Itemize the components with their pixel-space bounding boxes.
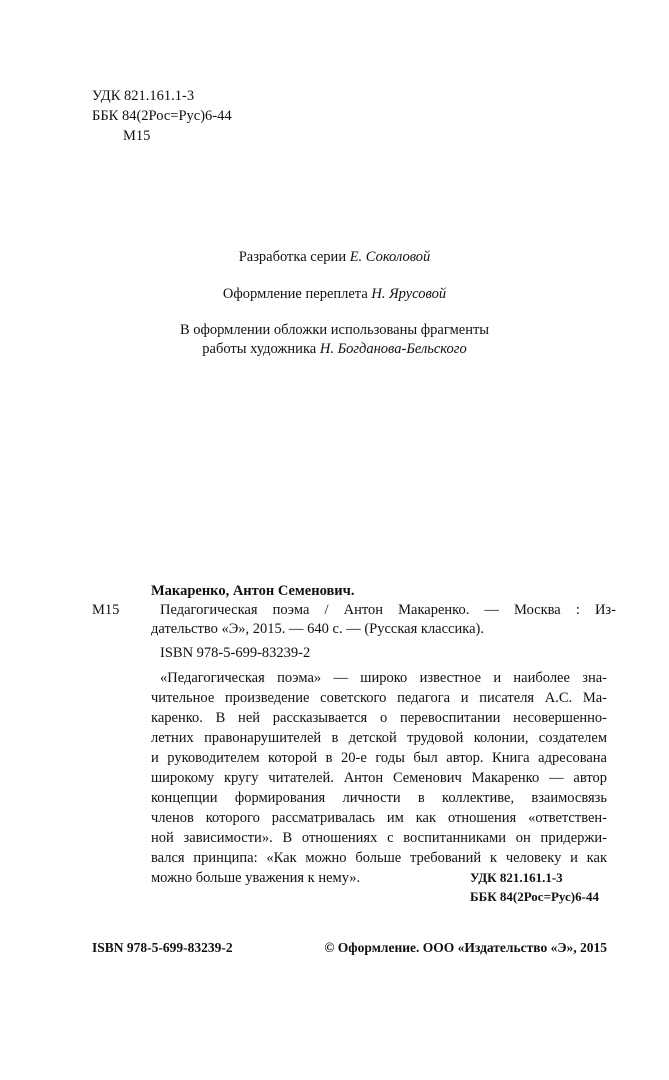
bbk-code-bottom: ББК 84(2Рос=Рус)6-44: [470, 889, 599, 904]
catalog-description-line-2: дательство «Э», 2015. — 640 с. — (Русская классика).: [151, 621, 484, 637]
catalog-isbn: ISBN 978-5-699-83239-2: [160, 645, 311, 661]
series-credit-name: Е. Соколовой: [349, 249, 431, 265]
abstract-line: «Педагогическая поэма» — широко известное и наиболее зна-: [160, 670, 607, 686]
catalog-description-line-1: Педагогическая поэма / Антон Макаренко. — Москва : Из-: [160, 602, 616, 618]
abstract-line: можно больше уважения к нему».: [151, 870, 361, 886]
catalog-sign: М15: [92, 602, 120, 618]
abstract-line: летних правонарушителей в детской трудовой колонии, создателем: [151, 730, 607, 746]
binding-credit-name: Н. Ярусовой: [371, 286, 447, 302]
abstract: [151, 668, 607, 888]
udk-code-top: УДК 821.161.1-3: [92, 88, 195, 104]
series-credit: [0, 248, 669, 267]
abstract-line: концепции формирования личности в коллективе, взаимосвязь: [151, 790, 607, 806]
footer-isbn: ISBN 978-5-699-83239-2: [92, 940, 233, 955]
catalog-author-heading: Макаренко, Антон Семенович.: [151, 583, 355, 599]
abstract-line: и руководителем которой в 20-е годы был автор. Книга адресована: [151, 750, 607, 766]
binding-credit: [0, 285, 669, 304]
footer-copyright: © Оформление. ООО «Издательство «Э», 2015: [324, 940, 607, 955]
abstract-line: чительное произведение советского педагога и писателя А.С. Ма-: [151, 690, 607, 706]
abstract-line: широкому кругу читателей. Антон Семенович Макаренко — автор: [151, 770, 607, 786]
author-sign-top: М15: [123, 128, 151, 144]
series-credit-label: Разработка серии: [238, 249, 350, 265]
udk-code-bottom: УДК 821.161.1-3: [470, 870, 563, 885]
binding-credit-label: Оформление переплета: [222, 286, 372, 302]
cover-credit-line-2: [0, 340, 669, 359]
cover-credit-name: Н. Богданова-Бельского: [319, 341, 467, 357]
abstract-line: вался принципа: «Как можно больше требований к человеку и как: [151, 850, 607, 866]
cover-credit-line-1: В оформлении обложки использованы фрагменты: [179, 322, 490, 338]
abstract-line: каренко. В ней рассказывается о перевоспитании несовершенно-: [151, 710, 607, 726]
cover-credit-label: работы художника: [202, 341, 320, 357]
abstract-line: ной зависимости». В отношениях с воспитанниками он придержи-: [151, 830, 607, 846]
abstract-line: членов которого рассматривалась им как отношения «ответствен-: [151, 810, 607, 826]
bbk-code-top: ББК 84(2Рос=Рус)6-44: [92, 108, 232, 124]
